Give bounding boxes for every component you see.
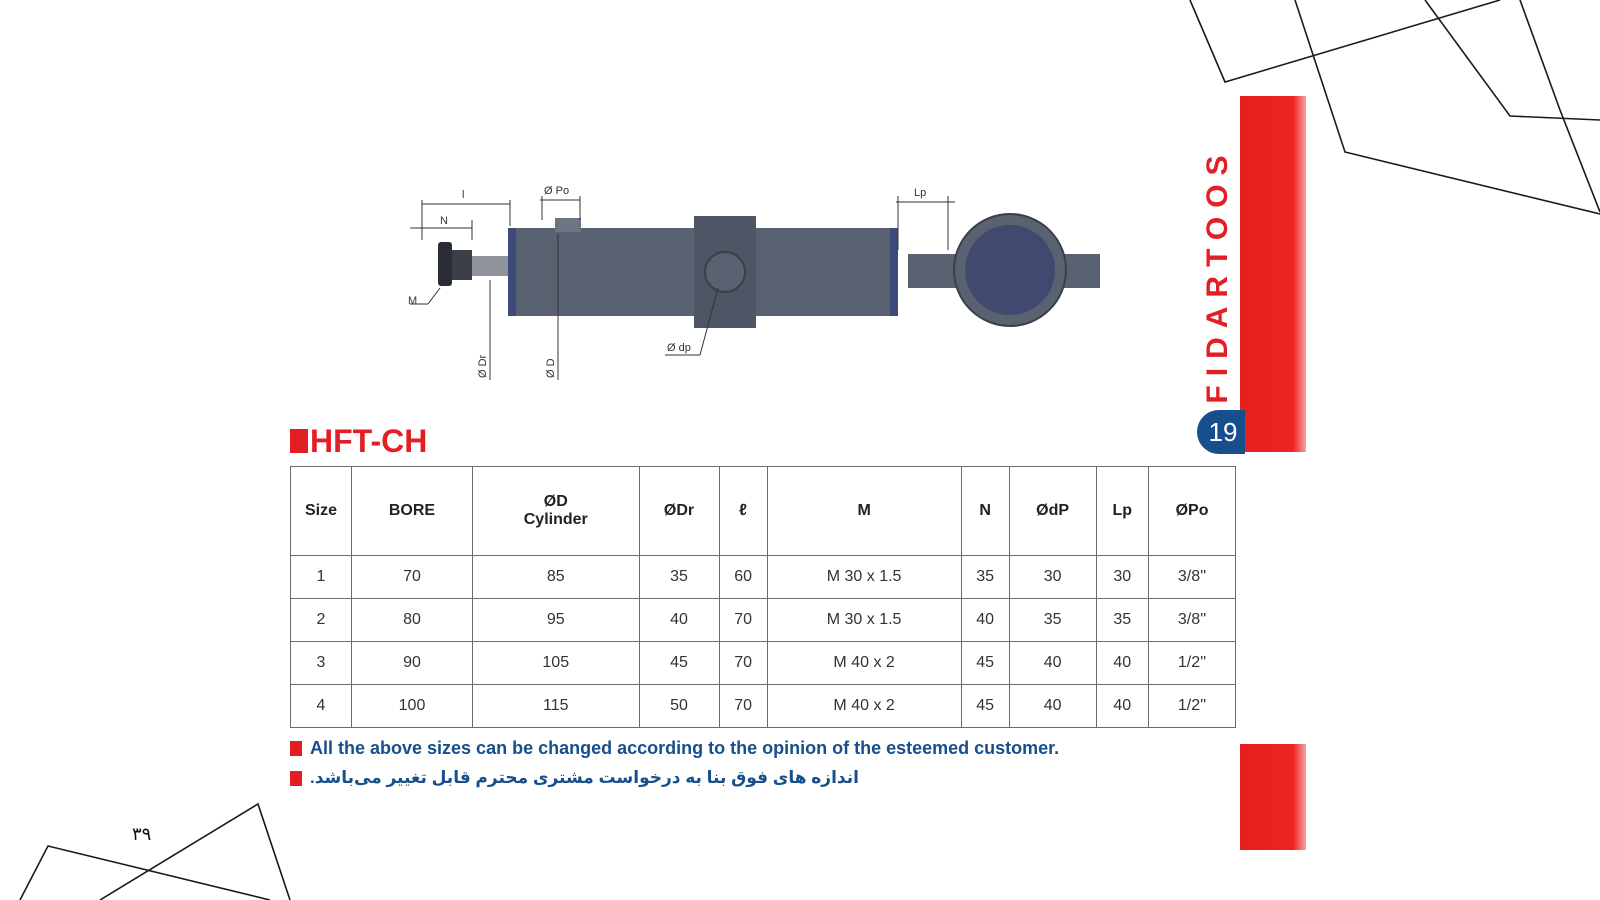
table-cell: 3/8'' [1149, 599, 1236, 642]
table-cell: M 40 x 2 [767, 685, 961, 728]
header-m: M [767, 467, 961, 556]
title-marker [290, 429, 308, 453]
table-cell: 4 [291, 685, 352, 728]
dim-label-dp: Ø dp [667, 342, 691, 354]
rod-nut [438, 242, 452, 286]
table-cell: 60 [719, 556, 767, 599]
end-view-face [965, 225, 1055, 315]
trunnion-port [705, 252, 745, 292]
header-l: ℓ [719, 467, 767, 556]
header-cylinder-name: Cylinder [523, 511, 588, 528]
dim-label-lp: Lp [914, 187, 927, 199]
spec-table-body [291, 556, 1236, 728]
table-row [291, 642, 1236, 685]
table-cell: 105 [472, 642, 639, 685]
spec-table-header-row [291, 467, 1236, 556]
table-cell: 95 [472, 599, 639, 642]
brand-band-bottom [1240, 744, 1306, 850]
header-lp: Lp [1096, 467, 1149, 556]
cylinder-technical-drawing [400, 180, 1120, 400]
table-cell: 40 [1096, 642, 1149, 685]
table-cell: 30 [1096, 556, 1149, 599]
page-badge: 19 [1197, 410, 1245, 454]
model-title-text: HFT-CH [310, 422, 428, 459]
dim-label-d: Ø D [545, 358, 557, 378]
table-cell: 1 [291, 556, 352, 599]
brand-name: FIDARTOOS [1201, 146, 1234, 404]
table-row [291, 599, 1236, 642]
table-cell: 45 [961, 685, 1009, 728]
header-size: Size [291, 467, 352, 556]
header-bore: BORE [352, 467, 473, 556]
note-marker [290, 771, 302, 786]
rod-thread [452, 250, 472, 280]
table-cell: 50 [639, 685, 719, 728]
note-english [290, 738, 1059, 759]
dim-label-dr: Ø Dr [477, 354, 489, 378]
table-cell: 70 [719, 642, 767, 685]
barrel-end-right [890, 228, 898, 316]
header-dp: ØdP [1009, 467, 1096, 556]
table-row [291, 685, 1236, 728]
table-cell: 40 [1096, 685, 1149, 728]
piston-rod [472, 256, 508, 276]
port-boss [555, 218, 581, 232]
table-cell: 40 [639, 599, 719, 642]
table-cell: 70 [719, 599, 767, 642]
table-cell: 90 [352, 642, 473, 685]
table-cell: 35 [1009, 599, 1096, 642]
note-persian [290, 768, 859, 788]
table-cell: 115 [472, 685, 639, 728]
table-cell: 35 [961, 556, 1009, 599]
table-cell: 40 [1009, 685, 1096, 728]
note-marker [290, 741, 302, 756]
header-n: N [961, 467, 1009, 556]
header-po: ØPo [1149, 467, 1236, 556]
table-cell: 35 [639, 556, 719, 599]
dim-label-l: l [462, 189, 465, 201]
table-cell: 45 [961, 642, 1009, 685]
page-number: ۳۹ [132, 824, 152, 844]
table-cell: M 40 x 2 [767, 642, 961, 685]
note-persian-text: اندازه های فوق بنا به درخواست مشتری محترم قابل تغییر می‌باشد. [310, 768, 859, 787]
table-cell: 30 [1009, 556, 1096, 599]
table-row [291, 556, 1236, 599]
table-cell: 100 [352, 685, 473, 728]
barrel-end-left [508, 228, 516, 316]
table-cell: 80 [352, 599, 473, 642]
table-cell: 1/2'' [1149, 685, 1236, 728]
table-cell: 40 [1009, 642, 1096, 685]
note-english-text: All the above sizes can be changed according to the opinion of the esteemed customer. [310, 738, 1060, 758]
table-cell: 35 [1096, 599, 1149, 642]
model-title [290, 424, 427, 458]
table-cell: 3/8'' [1149, 556, 1236, 599]
header-cylinder-symbol: ØD [543, 493, 568, 510]
table-cell: 70 [719, 685, 767, 728]
dim-label-po: Ø Po [544, 185, 570, 197]
header-cylinder [472, 467, 639, 556]
brand-band-top [1240, 96, 1306, 452]
dim-label-n: N [440, 215, 448, 227]
table-cell: 2 [291, 599, 352, 642]
header-dr: ØDr [639, 467, 719, 556]
table-cell: M 30 x 1.5 [767, 599, 961, 642]
table-cell: 70 [352, 556, 473, 599]
table-cell: 85 [472, 556, 639, 599]
table-cell: 40 [961, 599, 1009, 642]
dim-label-m: M [408, 295, 418, 307]
spec-table [290, 466, 1236, 728]
table-cell: 1/2'' [1149, 642, 1236, 685]
table-cell: 3 [291, 642, 352, 685]
table-cell: 45 [639, 642, 719, 685]
table-cell: M 30 x 1.5 [767, 556, 961, 599]
